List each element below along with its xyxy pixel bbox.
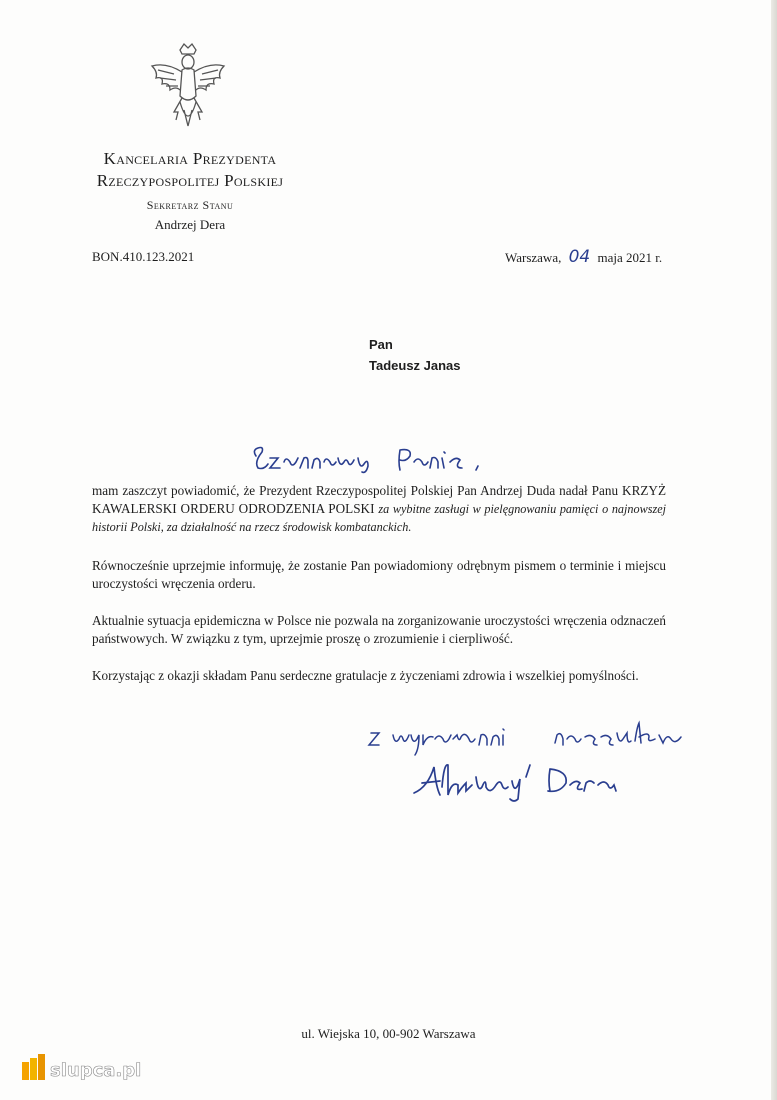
announcement-text: mam zaszczyt powiadomić, że Prezydent Rzeczypospolitej Polskiej Pan Andrzej Duda nadał Panu KRZYŻ KAWALERSKI ORDERU ODRODZENIA POLSKI	[92, 483, 666, 516]
watermark-logo-icon	[22, 1054, 45, 1080]
sender-name: Andrzej Dera	[154, 217, 226, 232]
date-day-handwritten: 04	[568, 247, 591, 267]
announcement-merits: za wybitne zasługi w pielęgnowaniu pamięci o najnowszej historii Polski, za działalność na rzecz środowisk kombatanckich.	[92, 502, 666, 534]
recipient-block	[369, 334, 461, 376]
paragraph-congratulations: Korzystając z okazji składam Panu serdeczne gratulacje z życzeniami zdrowia i wszelkiej pomyślności.	[92, 668, 639, 683]
handwritten-signature	[410, 757, 630, 803]
address-footer: ul. Wiejska 10, 00-902 Warszawa	[301, 1026, 476, 1041]
sender-title: Sekretarz Stanu	[146, 198, 234, 212]
recipient-name: Tadeusz Janas	[369, 358, 461, 373]
paragraph-epidemic: Aktualnie sytuacja epidemiczna w Polsce nie pozwala na zorganizowanie uroczystości wręczenia odznaczeń państwowych. W związku z tym, uprzejmie proszę o zrozumienie i cierpliwość.	[92, 613, 666, 646]
date-place: Warszawa,	[505, 250, 562, 265]
site-watermark	[20, 1052, 170, 1082]
handwritten-greeting	[250, 440, 520, 474]
office-country: Rzeczypospolitej Polskiej	[96, 171, 284, 190]
paragraph-announcement	[92, 482, 666, 536]
office-name: Kancelaria Prezydenta	[103, 149, 277, 168]
recipient-salutation: Pan	[369, 337, 393, 352]
page-edge	[771, 0, 777, 1100]
watermark-text: slupca.pl	[50, 1060, 142, 1081]
white-eagle-icon	[144, 40, 232, 132]
date-month-year: maja 2021 r.	[597, 250, 663, 265]
letterhead	[0, 148, 380, 233]
letter-date	[505, 247, 662, 267]
paragraph-notification: Równocześnie uprzejmie informuję, że zostanie Pan powiadomiony odrębnym pismem o terminie i miejscu uroczystości wręczenia orderu.	[92, 558, 666, 591]
letter-body	[92, 482, 666, 704]
reference-number: BON.410.123.2021	[92, 249, 195, 264]
